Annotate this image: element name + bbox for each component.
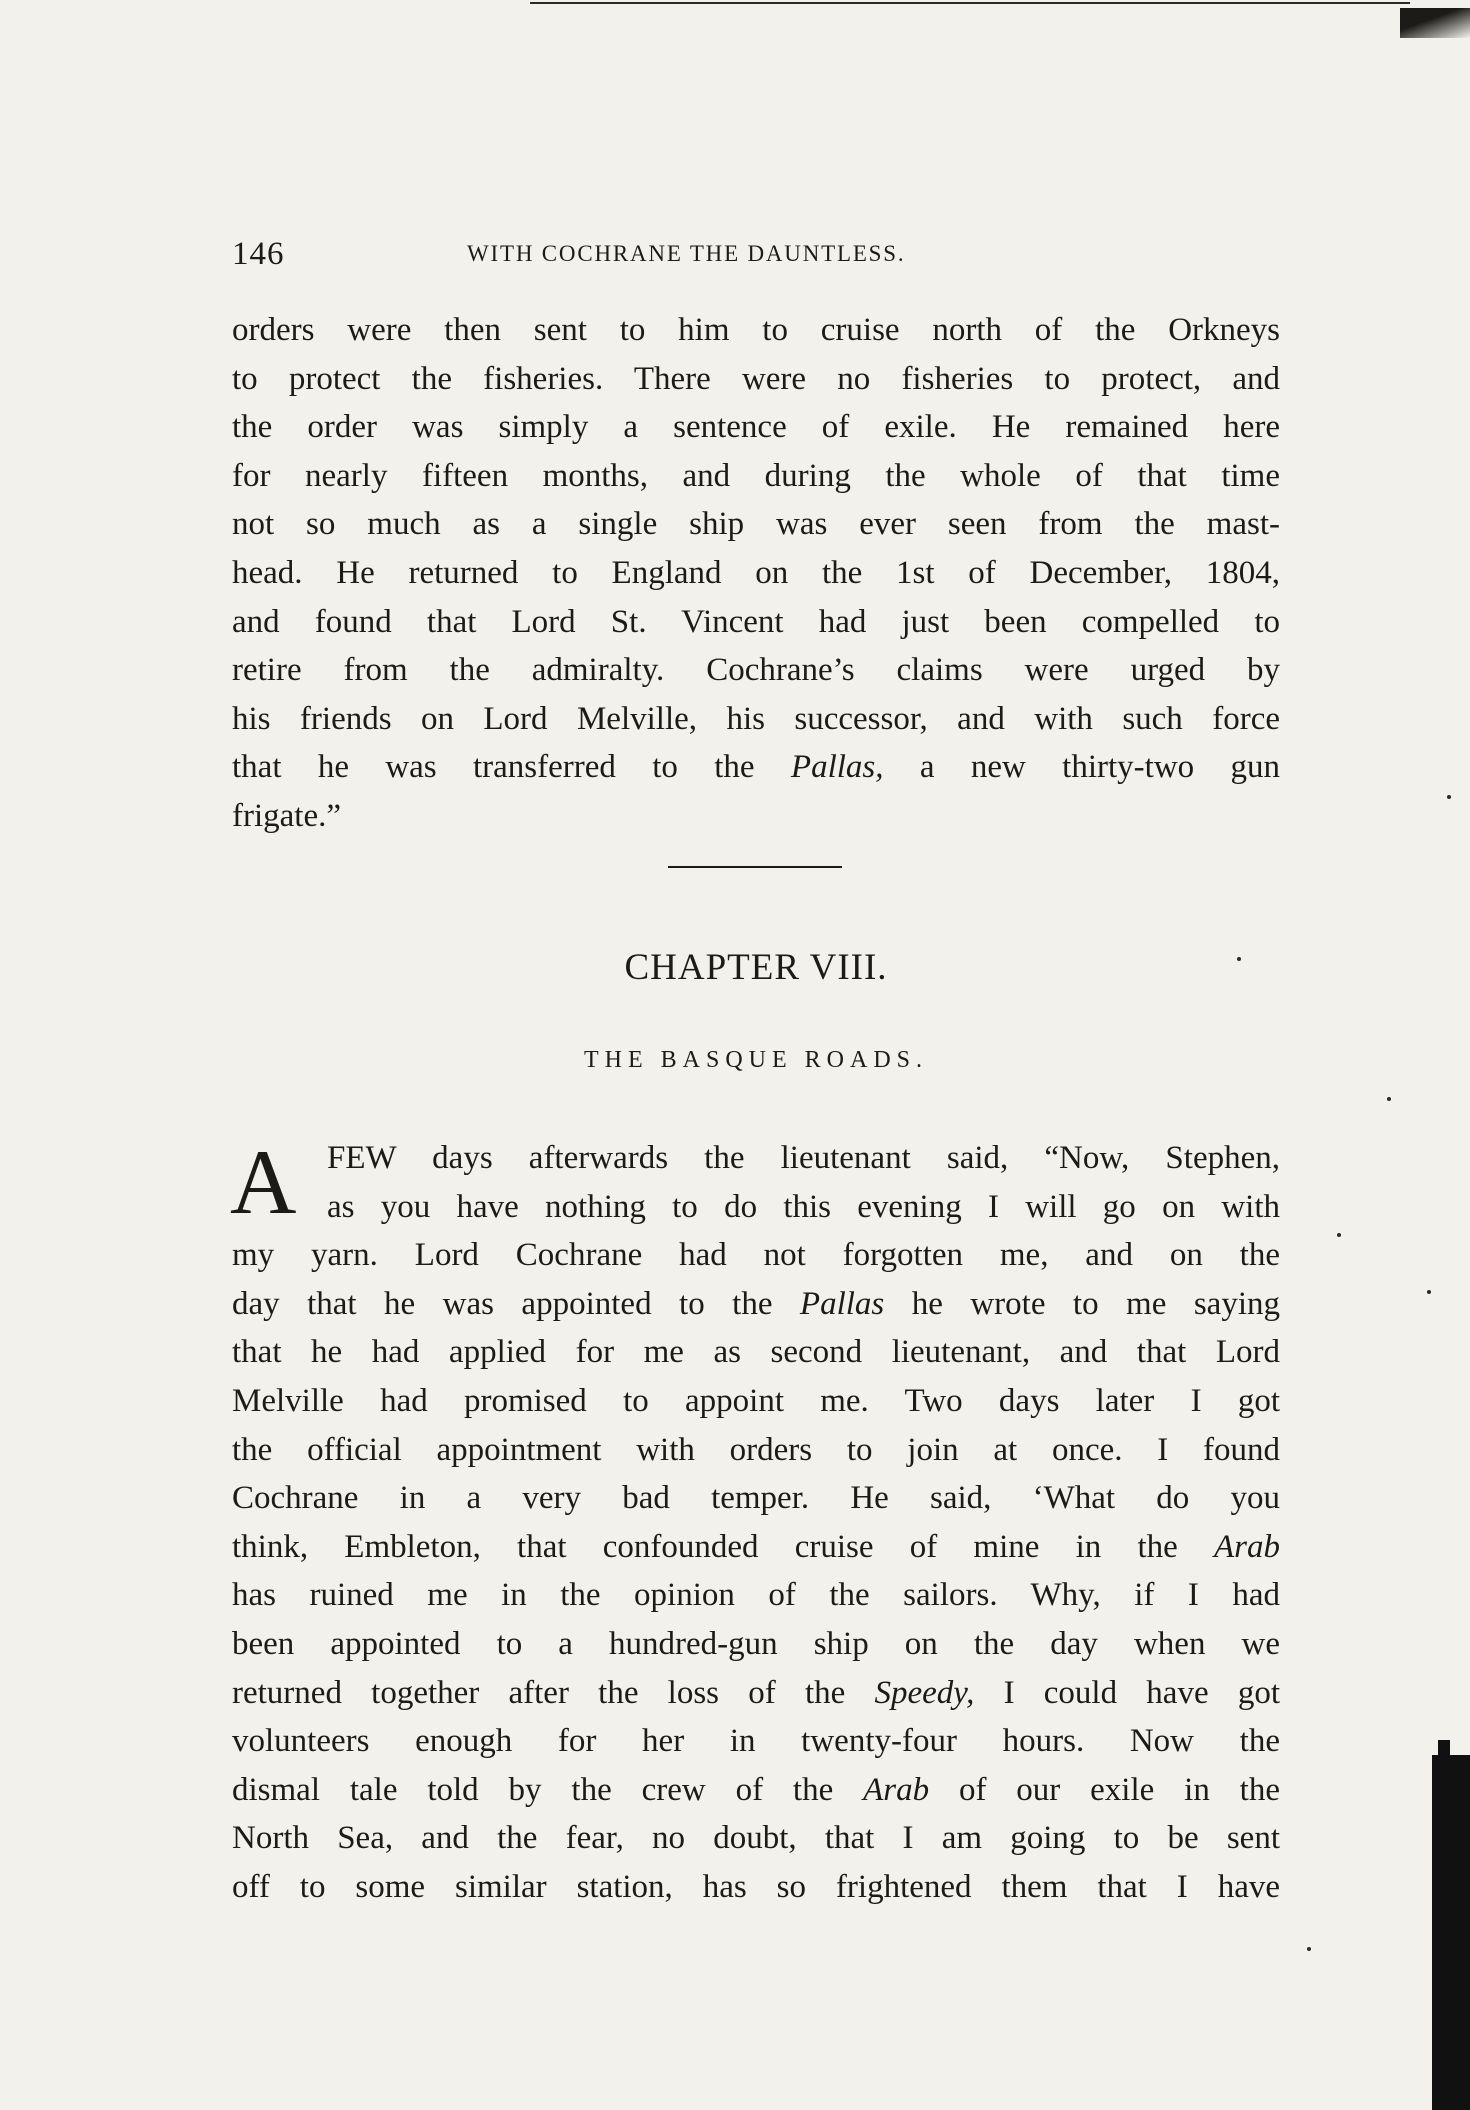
paragraph-chapter-opening [230,1131,1280,1912]
scan-top-rule [530,2,1410,4]
running-header [232,236,1280,276]
text-line: volunteers enough for her in twenty-four hours. Now the [232,1723,1280,1760]
text-line [232,1523,1280,1572]
text-segment: that he was transferred to the [232,749,791,786]
scan-corner-shadow [1400,8,1470,38]
drop-cap: A [230,1131,297,1233]
text-line: for nearly fifteen months, and during the whole of that time [232,457,1280,494]
text-line: my yarn. Lord Cochrane had not forgotten me, and on the [232,1237,1280,1274]
scan-binding-shadow-top [1438,1740,1450,1780]
text-line: the official appointment with orders to join at once. I found [232,1431,1280,1468]
text-line: off to some similar station, has so frightened them that I have [232,1868,1280,1905]
chapter-heading: CHAPTER VIII. [624,947,888,988]
text-line: retire from the admiralty. Cochrane’s claims were urged by [232,652,1280,689]
ship-name-italic: Pallas, [790,749,884,786]
text-line: the order was simply a sentence of exile. He remained here [232,409,1280,446]
scan-speck [1387,1097,1391,1101]
text-segment: he wrote to me saying [884,1285,1280,1322]
text-line: FEW days afterwards the lieutenant said, “Now, Stephen, [327,1140,1280,1176]
ship-name-italic: Arab [1214,1528,1280,1565]
text-segment: a new thirty-two gun [883,749,1280,786]
text-line: head. He returned to England on the 1st of December, 1804, [232,554,1280,591]
scan-speck [1427,1290,1431,1294]
scan-binding-shadow [1432,1755,1470,2110]
ship-name-italic: Speedy, [874,1674,975,1711]
paragraph-continued [232,306,1280,841]
scan-speck [1307,1947,1311,1951]
running-title: WITH COCHRANE THE DAUNTLESS. [467,241,906,266]
text-line: his friends on Lord Melville, his successor, and with such force [232,700,1280,737]
text-line: Cochrane in a very bad temper. He said, ‘What do you [232,1480,1280,1517]
text-line [232,1280,1280,1329]
text-line: North Sea, and the fear, no doubt, that I am going to be sent [232,1820,1280,1857]
ship-name-italic: Arab [863,1771,930,1808]
section-divider [668,866,842,868]
text-segment: returned together after the loss of the [232,1674,875,1711]
text-line: not so much as a single ship was ever seen from the mast- [232,506,1280,543]
scan-speck [1337,1233,1341,1237]
text-line: to protect the fisheries. There were no fisheries to protect, and [232,360,1280,397]
text-line: as you have nothing to do this evening I will go on with [327,1188,1280,1225]
page-number: 146 [232,236,285,272]
text-line: has ruined me in the opinion of the sailors. Why, if I had [232,1577,1280,1614]
text-line [232,743,1280,792]
text-line: that he had applied for me as second lieutenant, and that Lord [232,1334,1280,1371]
text-line: frigate.” [232,797,342,834]
ship-name-italic: Pallas [799,1285,885,1322]
chapter-subheading: THE BASQUE ROADS. [583,1047,928,1073]
text-line: Melville had promised to appoint me. Two days later I got [232,1382,1280,1419]
text-segment: of our exile in the [929,1771,1280,1808]
text-segment: think, Embleton, that confounded cruise of mine in the [232,1528,1214,1565]
text-segment: I could have got [974,1674,1280,1711]
text-line [232,1766,1280,1815]
text-line [232,1669,1280,1718]
scan-speck [1447,795,1451,799]
text-line: orders were then sent to him to cruise north of the Orkneys [232,312,1280,348]
text-line: been appointed to a hundred-gun ship on the day when we [232,1625,1280,1662]
text-segment: dismal tale told by the crew of the [232,1771,864,1808]
text-segment: day that he was appointed to the [232,1285,800,1322]
text-line: and found that Lord St. Vincent had just been compelled to [232,603,1280,640]
